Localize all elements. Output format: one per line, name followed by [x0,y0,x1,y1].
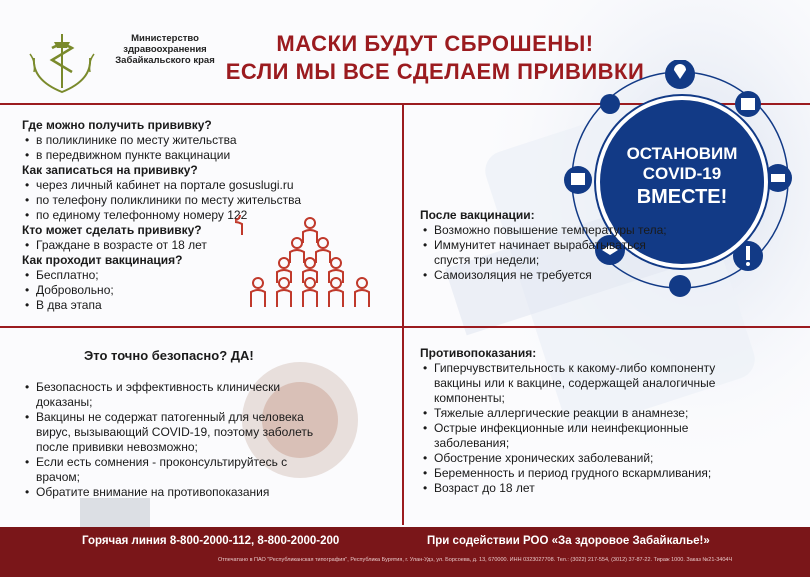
list-item: • Возможно повышение температуры тела; [420,223,670,238]
title-line-1: МАСКИ БУДУТ СБРОШЕНЫ! [276,31,594,56]
list-item: • Безопасность и эффективность клинически доказаны; [22,380,322,410]
list-item: • Граждане в возрасте от 18 лет [22,238,392,253]
ministry-emblem-icon [22,28,102,98]
list-item: • В два этапа [22,298,392,313]
list-item: • по единому телефонному номеру 122 [22,208,392,223]
badge-line-2: COVID-19 [642,164,722,183]
middle-divider [0,326,810,328]
list-item: • Вакцины не содержат патогенный для человека вирус, вызывающий COVID-19, поэтому заболеть после прививки невозможно; [22,410,322,455]
safety-heading: Это точно безопасно? ДА! [84,348,254,363]
list-item: • Острые инфекционные или неинфекционные заболевания; [420,421,750,451]
contra-heading: Противопоказания: [420,346,537,360]
badge-text [596,144,768,210]
list-item: • Если есть сомнения - проконсультируйтесь с врачом; [22,455,322,485]
list-item: • Добровольно; [22,283,392,298]
list-item: • в передвижном пункте вакцинации [22,148,392,163]
list-item: • Бесплатно; [22,268,392,283]
people-group-icon [235,215,385,315]
title-line-2: ЕСЛИ МЫ ВСЕ СДЕЛАЕМ ПРИВИВКИ [225,59,645,84]
badge-line-3: ВМЕСТЕ! [636,186,728,208]
list-item: • Самоизоляция не требуется [420,268,670,283]
list-item: • по телефону поликлиники по месту жительства [22,193,392,208]
list-item: • Иммунитет начинает вырабатываться спустя три недели; [420,238,670,268]
list-item: • Гиперчувствительность к какому-либо компоненту вакцины или к вакцине, содержащей аналогичные компоненты; [420,361,750,406]
badge-line-1: ОСТАНОВИМ [626,144,738,163]
hotline-text: Горячая линия 8-800-2000-112, 8-800-2000-200 [82,535,340,547]
question-who: Кто может сделать прививку? [22,223,202,237]
list-item: • в поликлинике по месту жительства [22,133,392,148]
list-item: • Обратите внимание на противопоказания [22,485,322,500]
list-item: • Беременность и период грудного вскармливания; [420,466,750,481]
after-vaccination-block [420,208,670,283]
question-register: Как записаться на прививку? [22,163,198,177]
vertical-divider [402,105,404,525]
ministry-name: Министерство здравоохранения Забайкальского края [115,33,215,66]
print-info: Отпечатано в ПАО "Республиканская типография", Республика Бурятия, г. Улан-Удэ, ул. Борсоева, д. 13, 670000. ИНН 0323027708. Тел.: (3022) 217-554, (3012) 37-87-22. Тираж 1000. Заказ №21-3404Ч [218,557,733,563]
list-item: • Возраст до 18 лет [420,481,750,496]
question-where: Где можно получить прививку? [22,118,212,132]
list-item: • через личный кабинет на портале gosuslugi.ru [22,178,392,193]
after-heading: После вакцинации: [420,208,535,222]
contraindications-block [420,346,805,496]
sponsor-text: При содействии РОО «За здоровое Забайкалье!» [427,535,710,547]
list-item: • Тяжелые аллергические реакции в анамнезе; [420,406,750,421]
footer-main [82,535,732,547]
safety-block [22,348,382,500]
question-how: Как проходит вакцинация? [22,253,183,267]
list-item: • Обострение хронических заболеваний; [420,451,750,466]
